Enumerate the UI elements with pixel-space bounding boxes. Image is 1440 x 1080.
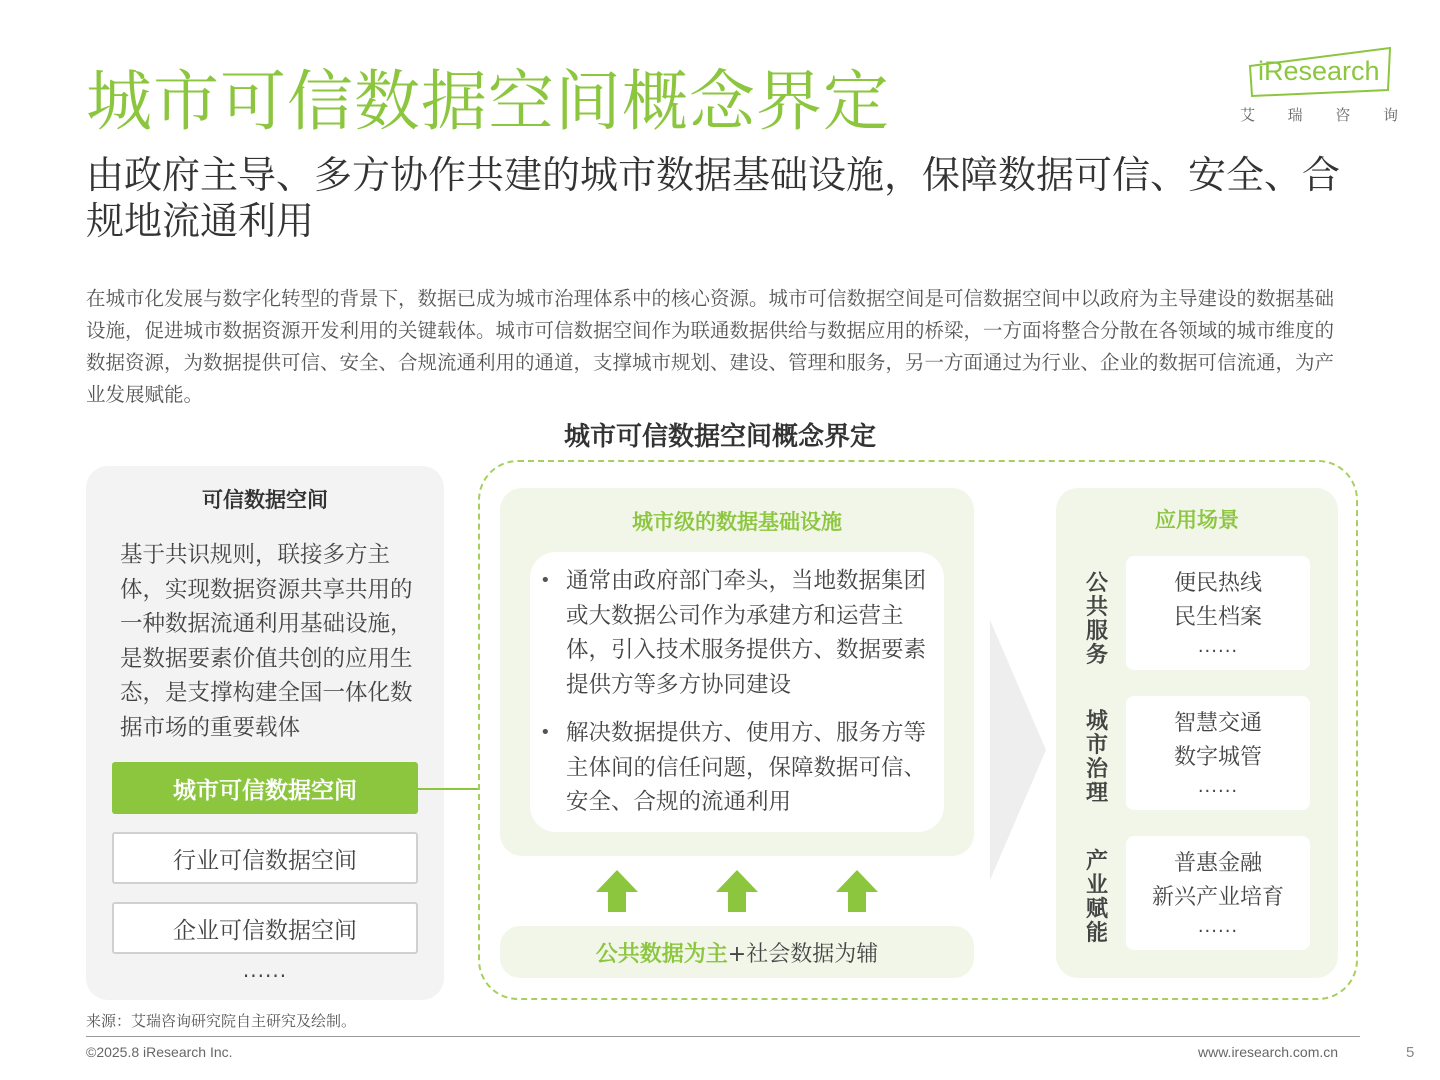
up-arrow-icon bbox=[714, 868, 760, 914]
scenario-item: 普惠金融 bbox=[1173, 851, 1262, 876]
diagram-title: 城市可信数据空间概念界定 bbox=[563, 422, 876, 452]
bullet-dot-icon: • bbox=[540, 722, 551, 743]
scenario-more: ...... bbox=[1197, 636, 1239, 657]
bullet-item bbox=[540, 716, 932, 820]
bullet-text: 解决数据提供方、使用方、服务方等主体间的信任问题，保障数据可信、安全、合规的流通利用 bbox=[566, 720, 927, 816]
scenario-item: 新兴产业培育 bbox=[1151, 885, 1284, 910]
city-infrastructure-panel bbox=[500, 488, 974, 856]
scenario-box-public-service bbox=[1126, 556, 1310, 670]
scenario-more: ...... bbox=[1197, 916, 1239, 937]
logo-char: 询 bbox=[1382, 106, 1398, 124]
bullet-text: 通常由政府部门牵头，当地数据集团或大数据公司作为承建方和运营主体，引入技术服务提供方、数据要素提供方等多方协同建设 bbox=[566, 568, 927, 698]
page-title: 城市可信数据空间概念界定 bbox=[86, 63, 890, 140]
footer-divider bbox=[86, 1036, 1360, 1037]
scenario-box-city-governance bbox=[1126, 696, 1310, 810]
scenario-box-industry-empowerment bbox=[1126, 836, 1310, 950]
public-data-label: 公共数据为主 bbox=[595, 941, 728, 967]
scenario-label-public-service: 公共服务 bbox=[1085, 571, 1108, 668]
logo-subtitle bbox=[1240, 104, 1398, 125]
scenario-more: ...... bbox=[1197, 776, 1239, 797]
chevron-right-icon bbox=[988, 620, 1048, 880]
source-note: 来源：艾瑞咨询研究院自主研究及绘制。 bbox=[86, 1012, 357, 1030]
up-arrow-icon bbox=[834, 868, 880, 914]
scenario-label-city-governance: 城市治理 bbox=[1085, 709, 1108, 806]
scenario-item: 便民热线 bbox=[1173, 571, 1262, 596]
bullet-item bbox=[540, 564, 932, 702]
center-bullet-box bbox=[530, 552, 944, 832]
scenario-item: 数字城管 bbox=[1173, 745, 1262, 770]
right-panel-heading: 应用场景 bbox=[1155, 508, 1239, 532]
page-subtitle: 由政府主导、多方协作共建的城市数据基础设施，保障数据可信、安全、合规地流通利用 bbox=[86, 153, 1341, 243]
industry-trusted-data-space-item: 行业可信数据空间 bbox=[112, 832, 418, 884]
iresearch-logo bbox=[1240, 46, 1398, 126]
scenario-item: 民生档案 bbox=[1173, 605, 1262, 630]
center-panel-heading: 城市级的数据基础设施 bbox=[632, 510, 842, 534]
up-arrow-icon bbox=[594, 868, 640, 914]
logo-char: 艾 bbox=[1240, 106, 1256, 124]
trusted-data-space-panel bbox=[86, 466, 444, 1000]
connector-line bbox=[418, 788, 480, 790]
social-data-label: +社会数据为辅 bbox=[727, 941, 879, 967]
intro-paragraph: 在城市化发展与数字化转型的背景下，数据已成为城市治理体系中的核心资源。城市可信数据空间是可信数据空间中以政府为主导建设的数据基础设施，促进城市数据资源开发利用的关键载体。城市可信数据空间作为联通数据供给与数据应用的桥梁，一方面将整合分散在各领域的城市维度的数据资源，为数据提供可信、安全、合规流通利用的通道，支撑城市规划、建设、管理和服务，另一方面通过为行业、企业的数据可信流通，为产业发展赋能。 bbox=[86, 287, 1335, 406]
city-trusted-data-space-item: 城市可信数据空间 bbox=[112, 762, 418, 814]
enterprise-trusted-data-space-item: 企业可信数据空间 bbox=[112, 902, 418, 954]
scenario-label-industry-empowerment: 产业赋能 bbox=[1085, 849, 1108, 946]
left-panel-heading: 可信数据空间 bbox=[202, 488, 328, 512]
application-scenarios-panel bbox=[1056, 488, 1338, 978]
page-number: 5 bbox=[1406, 1044, 1415, 1061]
left-panel-description: 基于共识规则，联接多方主体，实现数据资源共享共用的一种数据流通利用基础设施，是数据要素价值共创的应用生态，是支撑构建全国一体化数据市场的重要载体 bbox=[120, 542, 413, 741]
bullet-dot-icon: • bbox=[540, 570, 551, 591]
logo-char: 咨 bbox=[1335, 106, 1351, 124]
left-more-ellipsis: ...... bbox=[242, 958, 288, 982]
logo-text: iResearch bbox=[1258, 56, 1380, 86]
scenario-item: 智慧交通 bbox=[1173, 711, 1262, 736]
data-source-bar bbox=[500, 926, 974, 978]
copyright: ©2025.8 iResearch Inc. bbox=[86, 1044, 233, 1060]
logo-char: 瑞 bbox=[1287, 106, 1303, 124]
website-link[interactable]: www.iresearch.com.cn bbox=[1198, 1044, 1339, 1060]
